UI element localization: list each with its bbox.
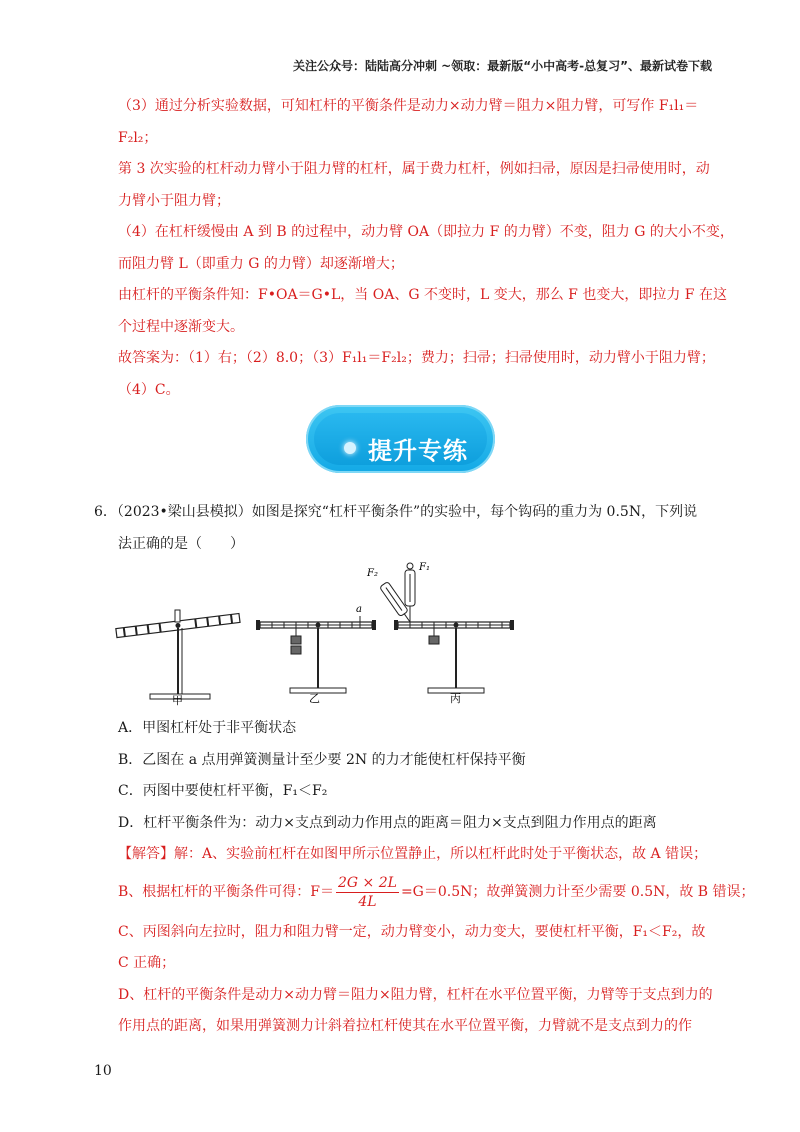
solution-line: 作用点的距离，如果用弹簧测力计斜着拉杠杆使其在水平位置平衡，力臂就不是支点到力的作 [118, 1018, 692, 1034]
banner-title: 提升专练 [368, 437, 468, 465]
label-yi: 乙 [309, 692, 320, 705]
page-number: 10 [94, 1063, 112, 1079]
option-d: D．杠杆平衡条件为：动力×支点到动力作用点的距离＝阻力×支点到阻力作用点的距离 [118, 815, 657, 831]
answer-line: 而阻力臂 L（即重力 G 的力臂）却逐渐增大； [118, 256, 404, 272]
lever-experiment-figure [110, 558, 530, 708]
solution-line [118, 844, 707, 864]
option-a: A．甲图杠杆处于非平衡状态 [118, 720, 297, 736]
section-banner [306, 405, 495, 473]
lever-diagram-bing [366, 562, 514, 705]
fraction-denominator: 4L [358, 893, 377, 910]
solution-line: C、丙图斜向左拉时，阻力和阻力臂一定，动力臂变小，动力变大，要使杠杆平衡，F₁＜F₂，故 [118, 924, 706, 940]
answer-line: 力臂小于阻力臂； [118, 193, 230, 209]
option-b: B．乙图在 a 点用弹簧测量计至少要 2N 的力才能使杠杆保持平衡 [118, 752, 526, 768]
solution-line [118, 872, 755, 912]
answer-line: 由杠杆的平衡条件知：F•OA＝G•L，当 OA、G 不变时，L 变大，那么 F 也变大，即拉力 F 在这 [118, 287, 727, 303]
answer-line: （4）在杠杆缓慢由 A 到 B 的过程中，动力臂 OA（即拉力 F 的力臂）不变，阻力 G 的大小不变， [118, 224, 734, 240]
lever-diagram-jia [116, 610, 240, 707]
bullet-icon [344, 442, 356, 454]
solution-tag: 【解答】 [118, 846, 174, 862]
label-F2: F₂ [367, 568, 378, 579]
answer-line: F₂l₂； [118, 130, 158, 146]
answer-line: 个过程中逐渐变大。 [118, 319, 244, 335]
solution-b-post: =G＝0.5N；故弹簧测力计至少需要 0.5N，故 B 错误； [400, 884, 755, 900]
solution-line: C 正确； [118, 955, 176, 971]
question-stem: 法正确的是（ ） [118, 536, 244, 552]
spring-scale-f1 [405, 562, 430, 622]
answer-line: （3）通过分析实验数据，可知杠杆的平衡条件是动力×动力臂＝阻力×阻力臂，可写作 F₁l₁＝ [118, 98, 699, 114]
option-c: C．丙图中要使杠杆平衡，F₁＜F₂ [118, 783, 328, 799]
question-stem: 6．（2023•梁山县模拟）如图是探究“杠杆平衡条件”的实验中，每个钩码的重力为 0.5N，下列说 [94, 504, 698, 520]
answer-line: （4）C。 [118, 382, 180, 398]
page-header: 关注公众号：陆陆高分冲刺 ~领取：最新版“小中高考-总复习”、最新试卷下载 [293, 59, 712, 73]
label-a: a [356, 604, 362, 615]
solution-line: D、杠杆的平衡条件是动力×动力臂＝阻力×阻力臂，杠杆在水平位置平衡，力臂等于支点到力的 [118, 987, 713, 1003]
answer-line: 故答案为：（1）右；（2）8.0；（3）F₁l₁＝F₂l₂；费力；扫帚；扫帚使用时，动力臂小于阻力臂； [118, 350, 715, 366]
fraction-numerator: 2G × 2L [338, 874, 397, 891]
answer-line: 第 3 次实验的杠杆动力臂小于阻力臂的杠杆，属于费力杠杆，例如扫帚，原因是扫帚使用时，动 [118, 161, 710, 177]
solution-b-pre: B、根据杠杆的平衡条件可得：F＝ [118, 884, 335, 900]
solution-a: 解：A、实验前杠杆在如图甲所示位置静止，所以杠杆此时处于平衡状态，故 A 错误； [174, 846, 708, 862]
lever-diagram-yi [256, 604, 376, 705]
label-bing: 丙 [450, 692, 461, 705]
label-jia: 甲 [172, 694, 183, 707]
label-F1: F₁ [419, 562, 430, 573]
fraction [336, 874, 399, 911]
